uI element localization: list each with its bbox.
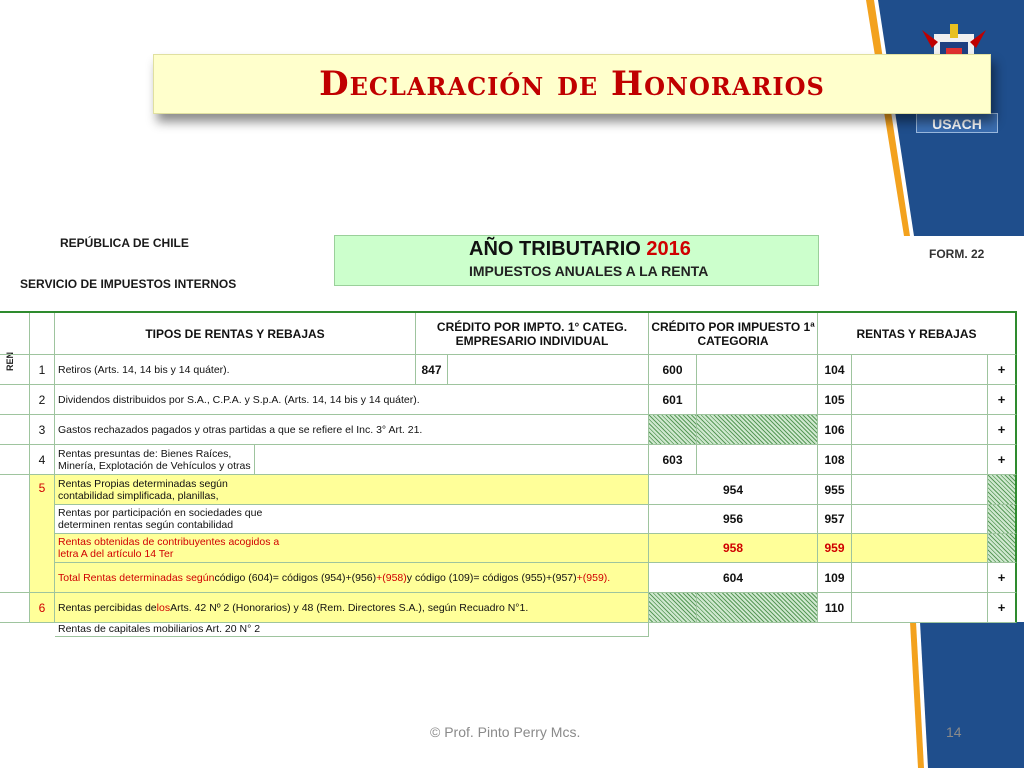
code-cell: 847 bbox=[416, 355, 448, 385]
row-description: Retiros (Arts. 14, 14 bis y 14 quáter). bbox=[55, 355, 416, 385]
code-cell: 954 bbox=[649, 475, 818, 505]
sign-cell: + bbox=[988, 445, 1017, 475]
row-description-text: Rentas por participación en sociedades que determinen rentas según contabilidad bbox=[58, 507, 263, 531]
header-num bbox=[30, 313, 55, 355]
input-field[interactable] bbox=[697, 355, 818, 385]
code-cell: 601 bbox=[649, 385, 697, 415]
total-formula: código (604)= códigos (954)+(956) bbox=[214, 571, 377, 584]
row-number: 3 bbox=[30, 415, 55, 445]
table-row bbox=[0, 385, 30, 415]
sign-cell: + bbox=[988, 415, 1017, 445]
code-cell: 110 bbox=[818, 593, 852, 623]
code-cell: 105 bbox=[818, 385, 852, 415]
total-formula-red: +(958) bbox=[376, 571, 407, 584]
ano-year: 2016 bbox=[646, 238, 691, 260]
hatched-cell bbox=[697, 593, 818, 623]
row-description-text: Rentas percibidas de bbox=[58, 601, 157, 614]
input-field[interactable] bbox=[852, 415, 988, 445]
logo-text: USACH bbox=[916, 113, 998, 133]
input-field[interactable] bbox=[852, 385, 988, 415]
row-description bbox=[55, 534, 649, 563]
row-description: Rentas de capitales mobiliarios Art. 20 N° 2 bbox=[55, 623, 649, 637]
sign-cell: + bbox=[988, 385, 1017, 415]
sign-cell: + bbox=[988, 355, 1017, 385]
input-field[interactable] bbox=[852, 475, 988, 505]
ano-label: AÑO TRIBUTARIO bbox=[469, 238, 641, 260]
code-cell: 109 bbox=[818, 563, 852, 593]
row-description-text: Rentas Propias determinadas según contabilidad simplificada, planillas, bbox=[58, 477, 228, 502]
row-description bbox=[55, 563, 649, 593]
row-description-text: Rentas obtenidas de contribuyentes acogidos a letra A del artículo 14 Ter bbox=[58, 536, 280, 560]
table-row bbox=[0, 415, 30, 445]
code-cell: 956 bbox=[649, 505, 818, 534]
code-cell: 108 bbox=[818, 445, 852, 475]
tax-form-table bbox=[0, 311, 1017, 635]
code-cell: 603 bbox=[649, 445, 697, 475]
input-field[interactable] bbox=[697, 445, 818, 475]
ano-tributario-heading bbox=[469, 238, 691, 261]
code-cell: 959 bbox=[818, 534, 852, 563]
total-formula-red-2: +(959). bbox=[576, 571, 611, 584]
sign-cell: + bbox=[988, 593, 1017, 623]
table-row bbox=[0, 445, 30, 475]
code-cell: 955 bbox=[818, 475, 852, 505]
page-number: 14 bbox=[946, 724, 962, 740]
row-description bbox=[55, 475, 649, 505]
row-description-text-2: Arts. 42 Nº 2 (Honorarios) y 48 (Rem. Directores S.A.), según Recuadro N°1. bbox=[170, 601, 529, 614]
table-cell bbox=[255, 445, 649, 475]
row-description bbox=[55, 505, 649, 534]
ano-tributario-box bbox=[334, 235, 819, 286]
hatched-cell bbox=[649, 593, 697, 623]
row-number: 2 bbox=[30, 385, 55, 415]
code-cell: 957 bbox=[818, 505, 852, 534]
input-field[interactable] bbox=[852, 563, 988, 593]
sign-cell: + bbox=[988, 563, 1017, 593]
blue-band-bottom bbox=[910, 622, 1024, 768]
republica-label: REPÚBLICA DE CHILE bbox=[60, 236, 189, 250]
hatched-cell bbox=[988, 505, 1017, 534]
table-row bbox=[0, 475, 30, 593]
code-cell: 106 bbox=[818, 415, 852, 445]
header-credito-empresario: CRÉDITO POR IMPTO. 1° CATEG. EMPRESARIO INDIVIDUAL bbox=[416, 313, 649, 355]
row-number: 1 bbox=[30, 355, 55, 385]
table-row bbox=[0, 593, 30, 623]
row-number: 4 bbox=[30, 445, 55, 475]
header-blank bbox=[0, 313, 30, 355]
input-field[interactable] bbox=[852, 355, 988, 385]
input-field[interactable] bbox=[852, 534, 988, 563]
code-cell: 958 bbox=[649, 534, 818, 563]
page-title: Declaración de Honorarios bbox=[319, 64, 825, 104]
input-field[interactable] bbox=[448, 355, 649, 385]
title-box bbox=[153, 54, 991, 114]
row-description: Rentas presuntas de: Bienes Raíces, Minería, Explotación de Vehículos y otras bbox=[55, 445, 255, 475]
code-cell: 600 bbox=[649, 355, 697, 385]
side-label: REN bbox=[5, 352, 15, 372]
table-row bbox=[0, 355, 30, 385]
code-cell: 604 bbox=[649, 563, 818, 593]
input-field[interactable] bbox=[852, 505, 988, 534]
row-description: Dividendos distribuidos por S.A., C.P.A. y S.p.A. (Arts. 14, 14 bis y 14 quáter). bbox=[55, 385, 649, 415]
total-formula-2: y código (109)= códigos (955)+(957) bbox=[406, 571, 577, 584]
header-tipos: TIPOS DE RENTAS Y REBAJAS bbox=[55, 313, 416, 355]
hatched-cell bbox=[649, 415, 697, 445]
row-number: 5 bbox=[30, 475, 55, 593]
hatched-cell bbox=[697, 415, 818, 445]
row-description bbox=[55, 593, 649, 623]
form-number: FORM. 22 bbox=[929, 247, 985, 261]
code-cell: 104 bbox=[818, 355, 852, 385]
servicio-label: SERVICIO DE IMPUESTOS INTERNOS bbox=[20, 277, 237, 291]
header-credito-categoria: CRÉDITO POR IMPUESTO 1ª CATEGORIA bbox=[649, 313, 818, 355]
impuestos-subtitle: IMPUESTOS ANUALES A LA RENTA bbox=[469, 263, 709, 279]
input-field[interactable] bbox=[852, 445, 988, 475]
hatched-cell bbox=[988, 534, 1017, 563]
row-description: Gastos rechazados pagados y otras partidas a que se refiere el Inc. 3° Art. 21. bbox=[55, 415, 649, 445]
input-field[interactable] bbox=[852, 593, 988, 623]
footer-credit: © Prof. Pinto Perry Mcs. bbox=[430, 724, 581, 740]
total-label: Total Rentas determinadas según bbox=[58, 571, 215, 584]
hatched-cell bbox=[988, 475, 1017, 505]
row-number: 6 bbox=[30, 593, 55, 623]
header-rentas: RENTAS Y REBAJAS bbox=[818, 313, 1017, 355]
input-field[interactable] bbox=[697, 385, 818, 415]
row-description-red: los bbox=[156, 601, 171, 614]
